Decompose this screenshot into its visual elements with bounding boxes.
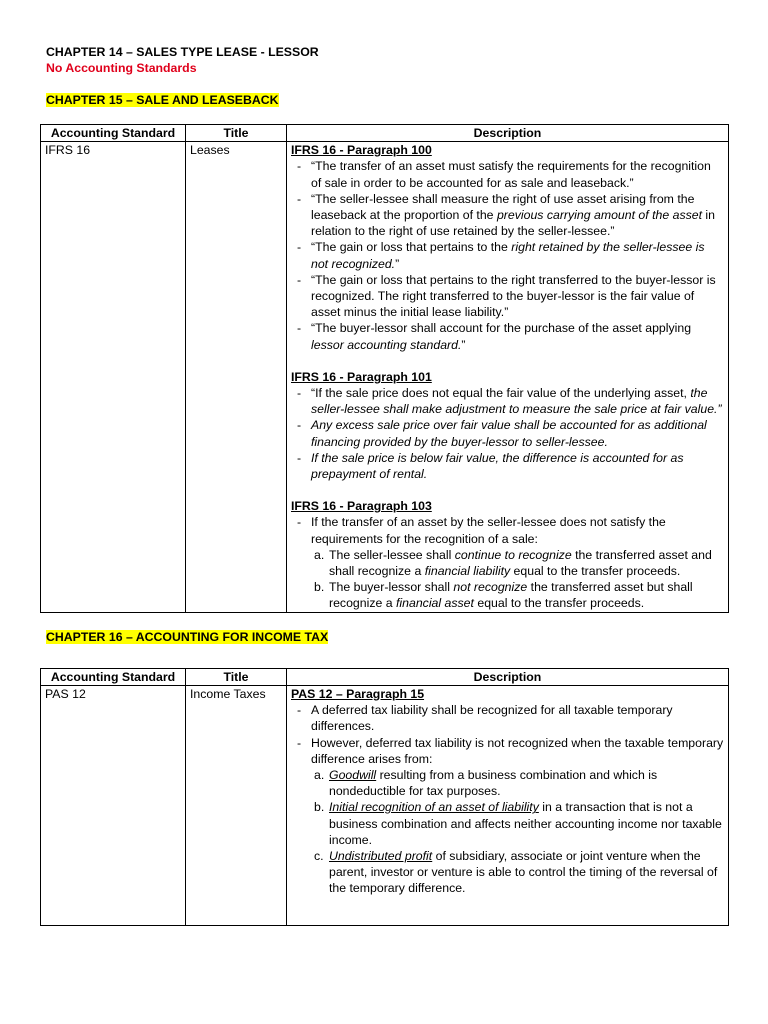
title-cell: Leases [186,142,287,612]
list-item: - If the transfer of an asset by the seller-lessee does not satisfy the requirements for the recognition of a sale: a. The seller-lessee shall continue to recognize the transferred asset and shall recognize a financial liability equal to the transfer proceeds. b. The buyer-lessor shall not recognize the transferred asset but shall recognize a financial asset equal to the transfer proceeds. [293,514,724,611]
chapter-14-note: No Accounting Standards [46,61,197,75]
header-accounting-standard: Accounting Standard [41,125,186,142]
paragraph-101-list [291,385,724,482]
header-title: Title [186,125,287,142]
description-cell [287,142,729,612]
paragraph-15-list [291,702,724,896]
list-item: - “The gain or loss that pertains to the right retained by the seller-lessee is not recognized.” [293,239,724,271]
chapter-16-table [40,668,729,926]
list-item: - Any excess sale price over fair value shall be accounted for as additional financing provided by the buyer-lessor to seller-lessee. [293,417,724,449]
document-page [46,44,730,926]
table-header-row [41,668,729,685]
chapter-16-heading: CHAPTER 16 – ACCOUNTING FOR INCOME TAX [46,629,329,644]
description-cell [287,685,729,925]
table-row [41,142,729,612]
title-cell: Income Taxes [186,685,287,925]
sub-list-item: c. Undistributed profit of subsidiary, associate or joint venture when the parent, investor or venture is able to control the timing of the reversal of the temporary difference. [314,848,718,896]
table-header-row [41,125,729,142]
list-item: - “The buyer-lessor shall account for the purchase of the asset applying lessor accounting standard.” [293,320,724,352]
chapter-15-heading: CHAPTER 15 – SALE AND LEASEBACK [46,93,279,107]
chapter-15-table [40,124,729,613]
sub-list [311,767,724,897]
paragraph-100-list [291,158,724,352]
sub-list-item: a. Goodwill resulting from a business combination and which is nondeductible for tax purposes. [314,767,658,799]
paragraph-15-title: PAS 12 – Paragraph 15 [291,686,425,701]
list-item: - If the sale price is below fair value, the difference is accounted for as prepayment of rental. [293,450,724,482]
list-item: - A deferred tax liability shall be recognized for all taxable temporary differences. [293,702,724,734]
sub-list-item: b. The buyer-lessor shall not recognize the transferred asset but shall recognize a financial asset equal to the transfer proceeds. [314,580,693,611]
list-item: - “The seller-lessee shall measure the right of use asset arising from the leaseback at the proportion of the previous carrying amount of the asset in relation to the right of use retained by the seller-lessee.” [293,191,724,240]
list-item: - “The transfer of an asset must satisfy the requirements for the recognition of sale in order to be accounted for as sale and leaseback.” [293,158,724,190]
standard-cell: IFRS 16 [41,142,186,612]
list-item: - “If the sale price does not equal the fair value of the underlying asset, the seller-lessee shall make adjustment to measure the sale price at fair value.” [293,385,724,417]
list-item: - “The gain or loss that pertains to the right transferred to the buyer-lessor is recognized. The right transferred to the buyer-lessor is the fair value of asset minus the initial lease liability.” [293,272,724,321]
paragraph-103-title: IFRS 16 - Paragraph 103 [291,499,432,514]
table-row [41,685,729,925]
standard-cell: PAS 12 [41,685,186,925]
paragraph-101-title: IFRS 16 - Paragraph 101 [291,369,432,384]
header-accounting-standard: Accounting Standard [41,668,186,685]
header-title: Title [186,668,287,685]
header-description: Description [287,668,729,685]
sub-list [311,547,724,612]
chapter-14-heading: CHAPTER 14 – SALES TYPE LEASE - LESSOR [46,45,319,59]
paragraph-100-title: IFRS 16 - Paragraph 100 [291,143,432,158]
list-item: - However, deferred tax liability is not recognized when the taxable temporary difference arises from: a. Goodwill resulting from a business combination and which is nondeductible for tax purposes. b. Initial recognition of an asset of liability in a transaction that is not a business combination and affects neither accounting income nor taxable income. c. Undistributed profit of subsidiary, associate or joint venture when the parent, investor or venture is able to control the timing of the reversal of the temporary difference. [293,735,724,897]
sub-list-item: a. The seller-lessee shall continue to recognize the transferred asset and shall recognize a financial liability equal to the transfer proceeds. [314,547,712,579]
sub-list-item: b. Initial recognition of an asset of liability in a transaction that is not a business combination and affects neither accounting income nor taxable income. [314,800,722,847]
header-description: Description [287,125,729,142]
paragraph-103-list [291,514,724,611]
